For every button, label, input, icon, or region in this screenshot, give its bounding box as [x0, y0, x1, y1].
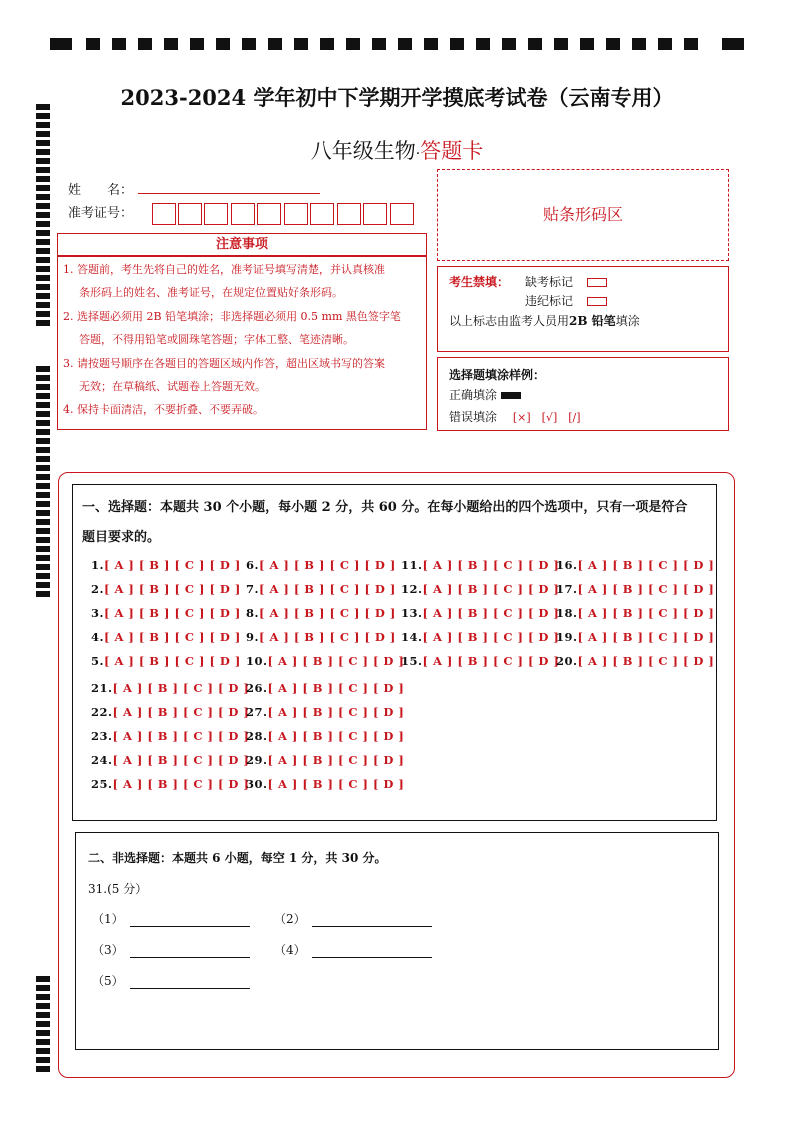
q-options[interactable]: [ A ] [ B ] [ C ] [ D ] — [112, 681, 250, 695]
q-num: 26. — [246, 681, 268, 695]
q-options[interactable]: [ A ] [ B ] [ C ] [ D ] — [104, 582, 241, 596]
blank-label: （1） — [92, 912, 124, 926]
q-num: 25. — [91, 777, 113, 791]
blank-4[interactable] — [274, 941, 432, 958]
question-25[interactable] — [91, 777, 249, 791]
q-num: 10. — [246, 654, 268, 668]
blank-label: （5） — [92, 974, 124, 988]
question-3[interactable] — [91, 606, 241, 620]
q-options[interactable]: [ A ] [ B ] [ C ] [ D ] — [577, 582, 715, 596]
q-options[interactable]: [ A ] [ B ] [ C ] [ D ] — [259, 630, 396, 644]
sample-correct-row — [449, 386, 521, 403]
q-num: 16. — [556, 558, 578, 572]
question-8[interactable] — [246, 606, 396, 620]
q-num: 29. — [246, 753, 268, 767]
q-num: 8. — [246, 606, 260, 620]
question-27[interactable] — [246, 705, 404, 719]
sample-correct-label: 正确填涂 — [449, 388, 498, 402]
q-options[interactable]: [ A ] [ B ] [ C ] [ D ] — [267, 777, 405, 791]
q-options[interactable]: [ A ] [ B ] [ C ] [ D ] — [104, 630, 241, 644]
q-num: 9. — [246, 630, 260, 644]
q-num: 15. — [401, 654, 423, 668]
prohibited-label: 考生禁填： — [449, 275, 510, 289]
prohibited-instruction — [449, 312, 640, 329]
note-1-line-2: 条形码上的姓名、准考证号，在规定位置贴好条形码。 — [79, 286, 343, 299]
note-3-line-2: 无效；在草稿纸、试题卷上答题无效。 — [79, 380, 266, 393]
answer-line[interactable] — [130, 974, 250, 989]
question-31-label: 31.(5 分） — [88, 882, 148, 896]
answer-line[interactable] — [312, 943, 432, 958]
answer-line[interactable] — [130, 943, 250, 958]
q-num: 27. — [246, 705, 268, 719]
q-options[interactable]: [ A ] [ B ] [ C ] [ D ] — [112, 705, 250, 719]
question-21[interactable] — [91, 681, 249, 695]
q-num: 18. — [556, 606, 578, 620]
q-num: 4. — [91, 630, 105, 644]
subtitle-dot: · — [415, 146, 421, 162]
q-num: 17. — [556, 582, 578, 596]
q-options[interactable]: [ A ] [ B ] [ C ] [ D ] — [259, 582, 396, 596]
q-options[interactable]: [ A ] [ B ] [ C ] [ D ] — [267, 729, 405, 743]
q-num: 3. — [91, 606, 105, 620]
non-choice-section-title: 二、非选择题：本题共 6 小题，每空 1 分，共 30 分。 — [88, 851, 387, 865]
q-options[interactable]: [ A ] [ B ] [ C ] [ D ] — [112, 777, 250, 791]
question-20[interactable] — [556, 654, 714, 668]
q-num: 12. — [401, 582, 423, 596]
question-19[interactable] — [556, 630, 714, 644]
q-num: 23. — [91, 729, 113, 743]
q-options[interactable]: [ A ] [ B ] [ C ] [ D ] — [422, 630, 560, 644]
choice-section-title-1: 一、选择题：本题共 30 个小题，每小题 2 分，共 60 分。在每小题给出的四个选项中，只有一项是符合 — [82, 500, 688, 515]
q-options[interactable]: [ A ] [ B ] [ C ] [ D ] — [259, 558, 396, 572]
question-13[interactable] — [401, 606, 559, 620]
q-options[interactable]: [ A ] [ B ] [ C ] [ D ] — [577, 630, 715, 644]
absent-mark-row — [525, 273, 607, 290]
q-options[interactable]: [ A ] [ B ] [ C ] [ D ] — [104, 558, 241, 572]
wrong-marks-sample: [×] [√] [/] — [512, 411, 581, 424]
sample-wrong-label: 错误填涂 — [449, 410, 498, 424]
q-num: 13. — [401, 606, 423, 620]
instruction-bold: 2B 铅笔 — [569, 314, 616, 328]
q-options[interactable]: [ A ] [ B ] [ C ] [ D ] — [422, 582, 560, 596]
q-options[interactable]: [ A ] [ B ] [ C ] [ D ] — [104, 654, 241, 668]
subtitle-answer-card: 答题卡 — [420, 139, 484, 163]
sample-heading: 选择题填涂样例： — [449, 368, 546, 382]
q-options[interactable]: [ A ] [ B ] [ C ] [ D ] — [577, 654, 715, 668]
q-options[interactable]: [ A ] [ B ] [ C ] [ D ] — [422, 654, 560, 668]
question-30[interactable] — [246, 777, 404, 791]
q-num: 1. — [91, 558, 105, 572]
q-options[interactable]: [ A ] [ B ] [ C ] [ D ] — [267, 753, 405, 767]
question-28[interactable] — [246, 729, 404, 743]
note-4: 4. 保持卡面清洁，不要折叠、不要弄破。 — [63, 403, 264, 416]
choice-section-box — [72, 484, 717, 821]
q-num: 5. — [91, 654, 105, 668]
instruction-text: 以上标志由监考人员用 — [449, 314, 570, 328]
q-options[interactable]: [ A ] [ B ] [ C ] [ D ] — [577, 606, 715, 620]
question-7[interactable] — [246, 582, 396, 596]
question-16[interactable] — [556, 558, 714, 572]
q-num: 21. — [91, 681, 113, 695]
question-12[interactable] — [401, 582, 559, 596]
barcode-area — [437, 169, 729, 261]
question-5[interactable] — [91, 654, 241, 668]
question-9[interactable] — [246, 630, 396, 644]
violation-mark-box[interactable] — [587, 297, 607, 306]
question-14[interactable] — [401, 630, 559, 644]
blank-5[interactable] — [92, 972, 250, 989]
subtitle-subject: 八年级生物 — [310, 139, 416, 163]
q-num: 22. — [91, 705, 113, 719]
q-options[interactable]: [ A ] [ B ] [ C ] [ D ] — [267, 681, 405, 695]
answer-line[interactable] — [130, 912, 250, 927]
q-num: 19. — [556, 630, 578, 644]
question-10[interactable] — [246, 654, 404, 668]
page-subtitle — [0, 135, 794, 165]
question-24[interactable] — [91, 753, 249, 767]
page-title: 2023-2024 学年初中下学期开学摸底考试卷（云南专用） — [120, 85, 674, 110]
q-num: 30. — [246, 777, 268, 791]
q-options[interactable]: [ A ] [ B ] [ C ] [ D ] — [267, 705, 405, 719]
question-15[interactable] — [401, 654, 559, 668]
note-2-line-2: 答题，不得用铅笔或圆珠笔答题；字体工整、笔迹清晰。 — [79, 333, 354, 346]
notes-heading: 注意事项 — [57, 233, 427, 256]
name-label: 姓 名： — [68, 183, 134, 198]
question-23[interactable] — [91, 729, 249, 743]
sample-wrong-row — [449, 408, 581, 425]
violation-mark-row — [525, 292, 607, 309]
violation-mark-label: 违纪标记 — [525, 294, 574, 308]
q-num: 2. — [91, 582, 105, 596]
blank-label: （3） — [92, 943, 124, 957]
q-num: 28. — [246, 729, 268, 743]
blank-2[interactable] — [274, 910, 432, 927]
q-options[interactable]: [ A ] [ B ] [ C ] [ D ] — [577, 558, 715, 572]
blank-label: （4） — [274, 943, 306, 957]
q-options[interactable]: [ A ] [ B ] [ C ] [ D ] — [422, 558, 560, 572]
answer-line[interactable] — [312, 912, 432, 927]
question-2[interactable] — [91, 582, 241, 596]
name-field[interactable] — [138, 193, 320, 194]
absent-mark-label: 缺考标记 — [525, 275, 574, 289]
q-options[interactable]: [ A ] [ B ] [ C ] [ D ] — [267, 654, 405, 668]
question-29[interactable] — [246, 753, 404, 767]
question-18[interactable] — [556, 606, 714, 620]
note-1-line-1: 1. 答题前，考生先将自己的姓名，准考证号填写清楚，并认真核准 — [63, 263, 385, 276]
question-22[interactable] — [91, 705, 249, 719]
choice-section-title-2: 题目要求的。 — [82, 530, 161, 545]
barcode-area-label: 贴条形码区 — [542, 205, 623, 224]
q-num: 24. — [91, 753, 113, 767]
question-6[interactable] — [246, 558, 396, 572]
blank-label: （2） — [274, 912, 306, 926]
q-num: 6. — [246, 558, 260, 572]
q-num: 7. — [246, 582, 260, 596]
q-options[interactable]: [ A ] [ B ] [ C ] [ D ] — [259, 606, 396, 620]
question-17[interactable] — [556, 582, 714, 596]
exam-id-label: 准考证号： — [68, 206, 134, 221]
q-options[interactable]: [ A ] [ B ] [ C ] [ D ] — [104, 606, 241, 620]
question-26[interactable] — [246, 681, 404, 695]
q-options[interactable]: [ A ] [ B ] [ C ] [ D ] — [422, 606, 560, 620]
q-options[interactable]: [ A ] [ B ] [ C ] [ D ] — [112, 729, 250, 743]
q-num: 11. — [401, 558, 423, 572]
question-1[interactable] — [91, 558, 241, 572]
absent-mark-box[interactable] — [587, 278, 607, 287]
q-num: 14. — [401, 630, 423, 644]
question-4[interactable] — [91, 630, 241, 644]
q-num: 20. — [556, 654, 578, 668]
note-2-line-1: 2. 选择题必须用 2B 铅笔填涂；非选择题必须用 0.5 mm 黑色签字笔 — [63, 310, 401, 323]
blank-3[interactable] — [92, 941, 250, 958]
q-options[interactable]: [ A ] [ B ] [ C ] [ D ] — [112, 753, 250, 767]
question-11[interactable] — [401, 558, 559, 572]
note-3-line-1: 3. 请按题号顺序在各题目的答题区域内作答，超出区域书写的答案 — [63, 357, 385, 370]
instruction-end: 填涂 — [615, 314, 640, 328]
blank-1[interactable] — [92, 910, 250, 927]
filled-mark-sample — [501, 392, 521, 399]
